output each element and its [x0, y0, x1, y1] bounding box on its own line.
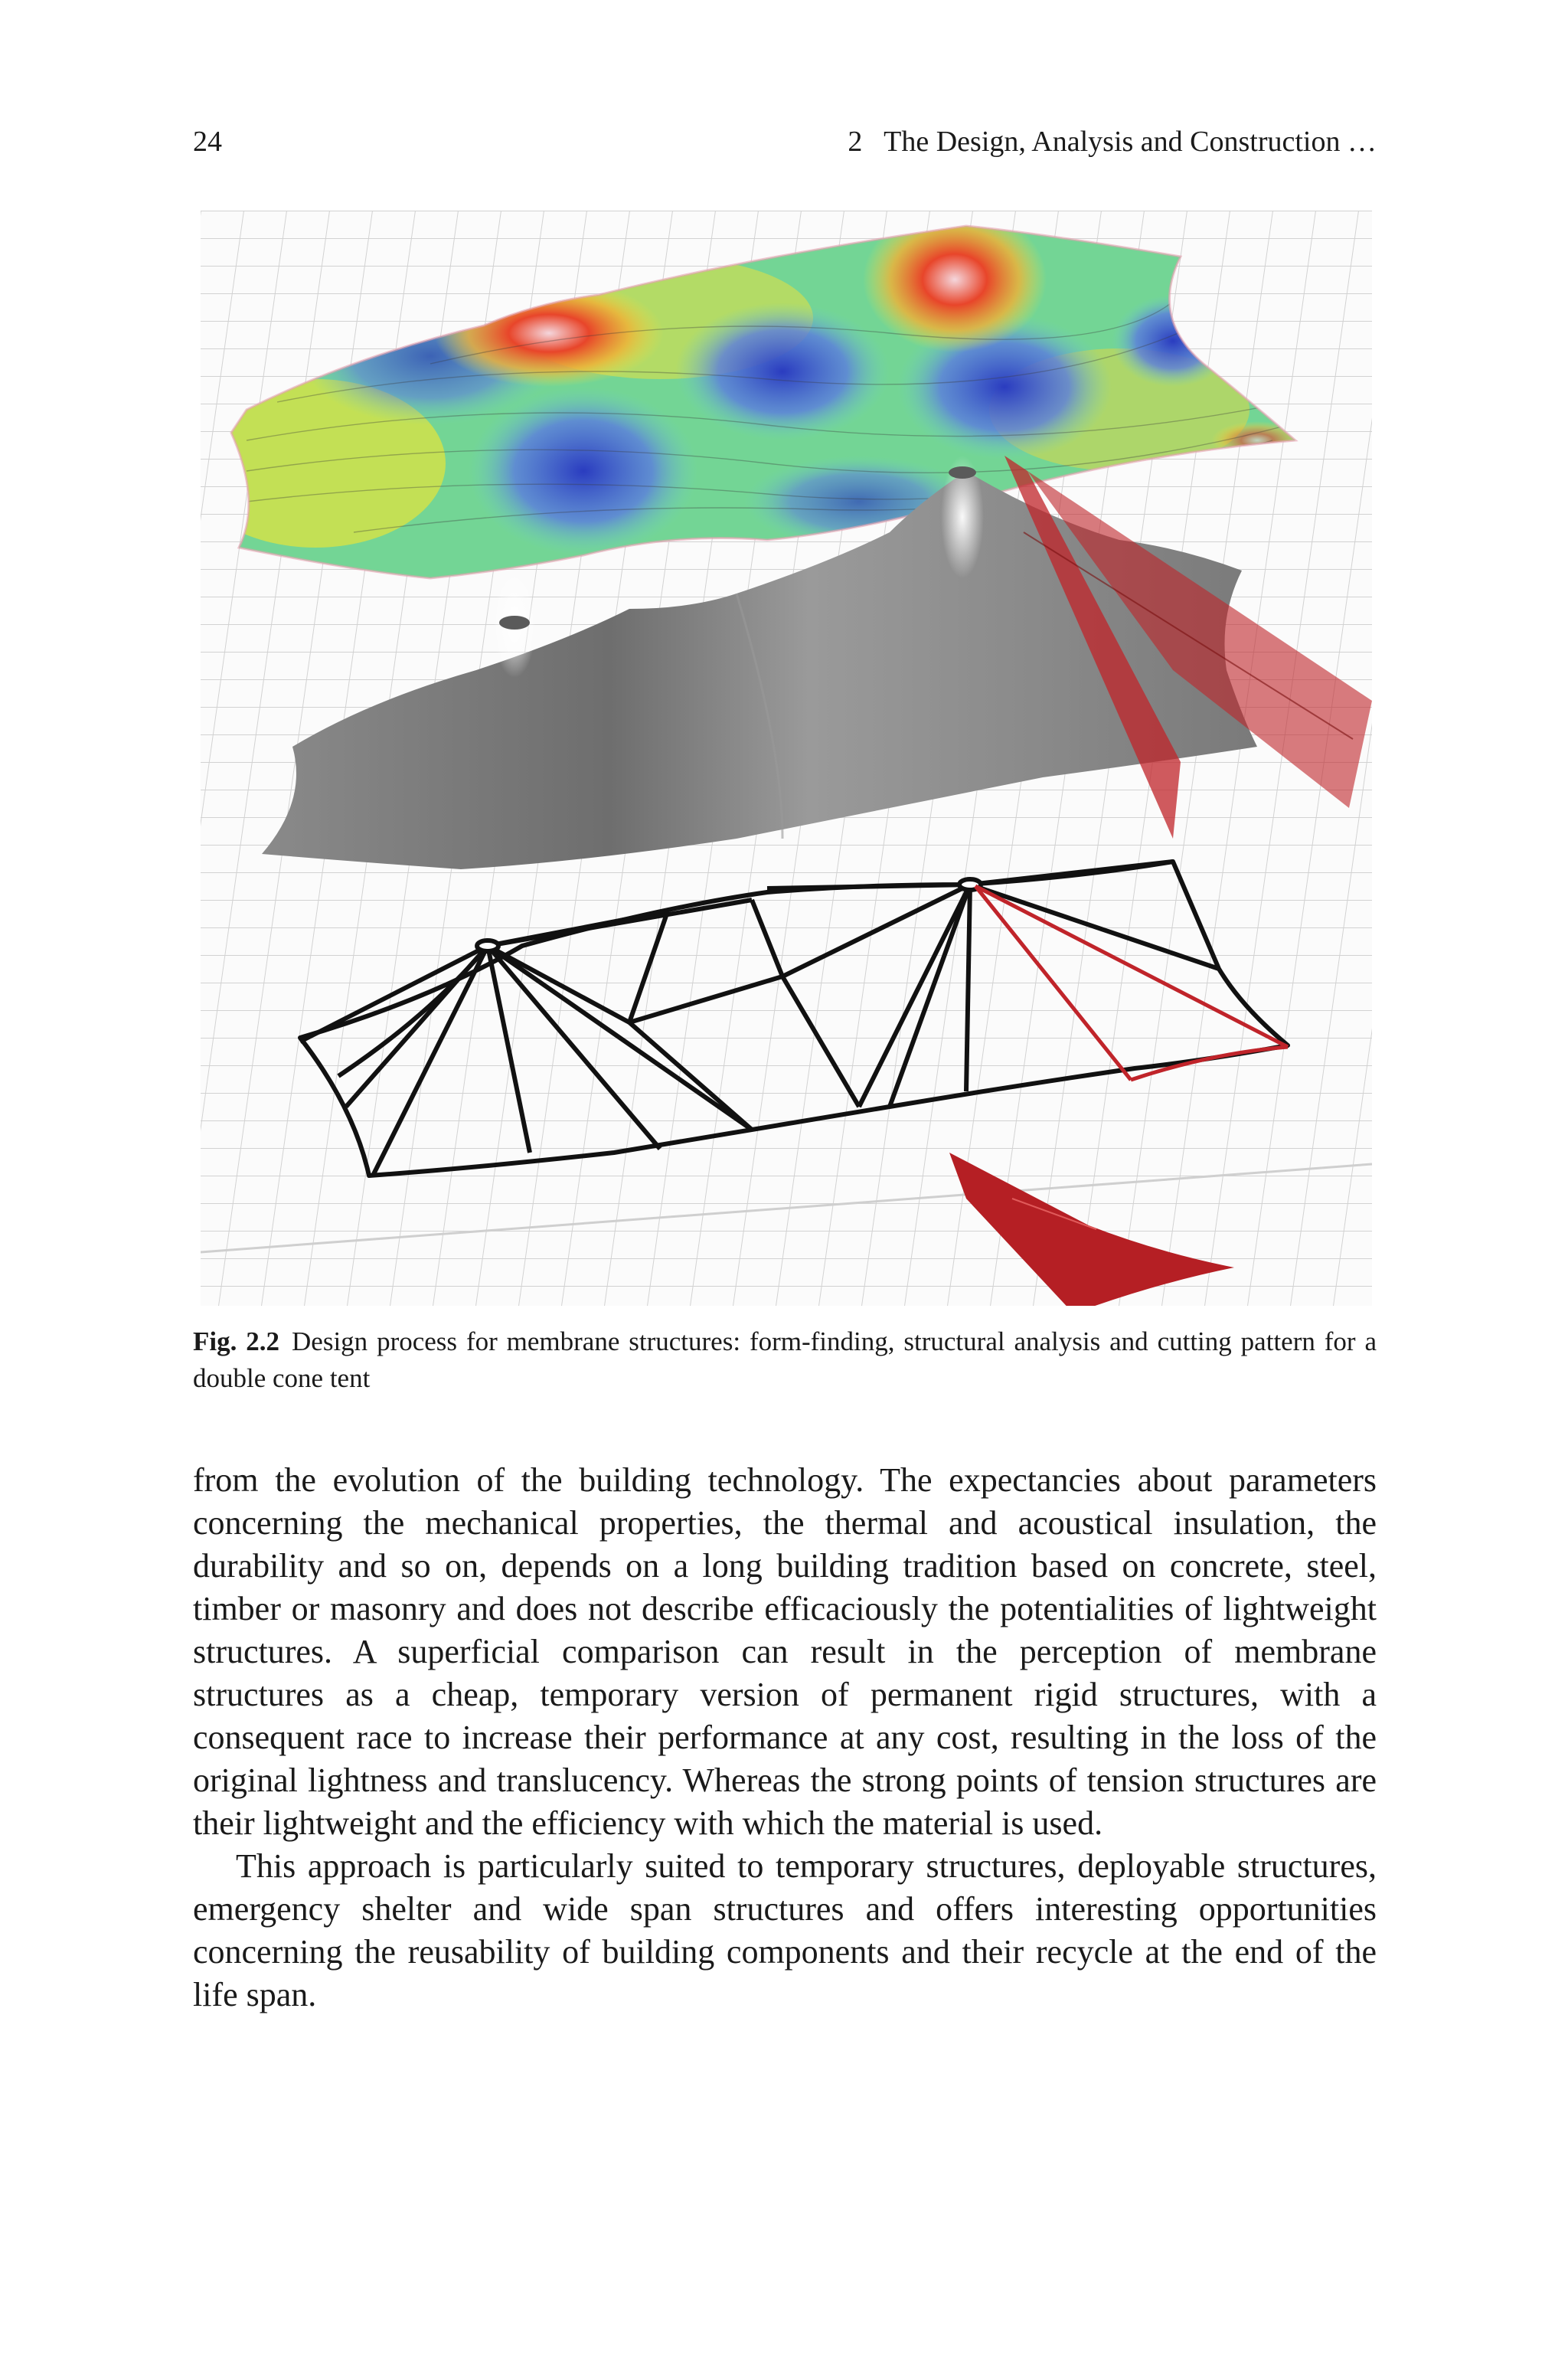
- figure-label: Fig. 2.2: [193, 1326, 280, 1356]
- figure-illustration: [201, 211, 1372, 1306]
- body-text: [193, 1459, 1377, 2017]
- paragraph-2: This approach is particularly suited to temporary structures, deployable structures, emergency shelter and wide span structures and offers interesting opportunities concerning the reusability of building components and their recycle at the end of the life span.: [193, 1847, 1377, 2013]
- figure-caption-text: Design process for membrane structures: form-finding, structural analysis and cutting pattern for a double cone tent: [193, 1326, 1377, 1393]
- figure-double-cone-tent: [201, 211, 1372, 1306]
- page-number: 24: [193, 126, 222, 158]
- running-head: [193, 123, 1377, 161]
- paragraph-1: from the evolution of the building technology. The expectancies about parameters concerning the mechanical properties, the thermal and acoustical insulation, the durability and so on, depends on a long building tradition based on concrete, steel, timber or masonry and does not describe efficaciously the potentialities of lightweight structures. A superficial comparison can result in the perception of membrane structures as a cheap, temporary version of permanent rigid structures, with a consequent race to increase their performance at any cost, resulting in the loss of the original lightness and translucency. Whereas the strong points of tension structures are their lightweight and the efficiency with which the material is used.: [193, 1461, 1377, 1842]
- figure-caption: [193, 1323, 1377, 1397]
- chapter-title: 2 The Design, Analysis and Construction …: [848, 126, 1377, 158]
